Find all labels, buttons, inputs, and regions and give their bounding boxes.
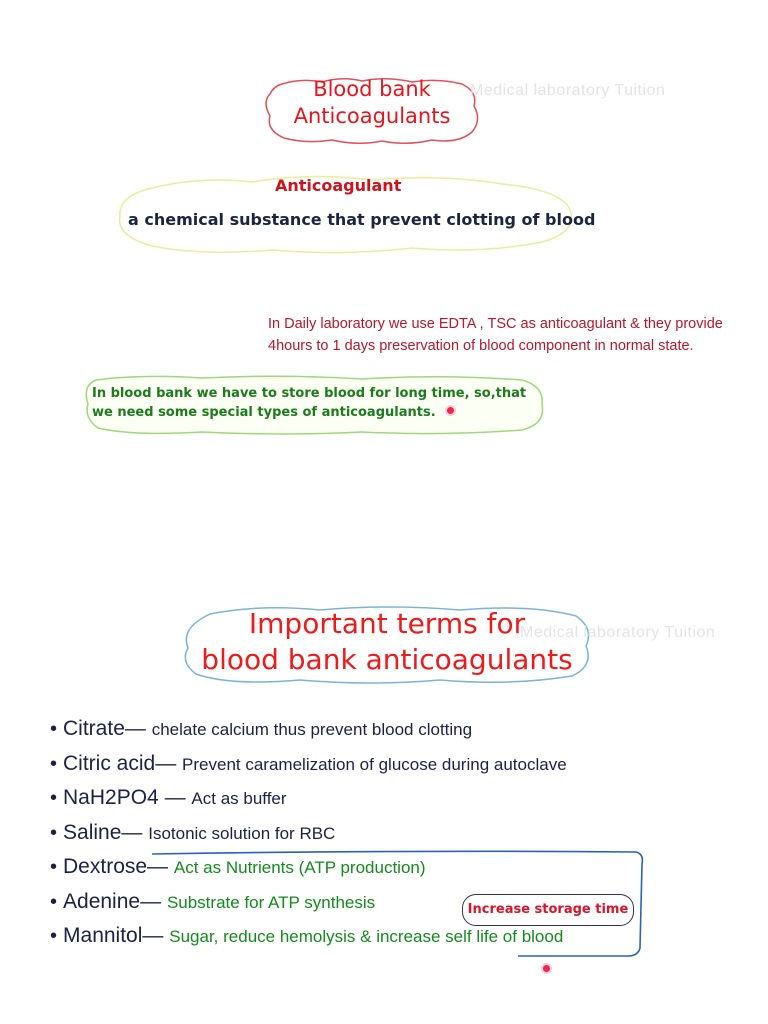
terms-title-line-2: blood bank anticoagulants bbox=[201, 643, 573, 676]
term-description: Substrate for ATP synthesis bbox=[166, 892, 376, 912]
daily-note-line-2: 4hours to 1 days preservation of blood component in normal state. bbox=[268, 338, 694, 354]
term-name: Dextrose bbox=[63, 855, 148, 878]
term-description: Isotonic solution for RBC bbox=[148, 823, 336, 843]
title-line-2: Anticoagulants bbox=[293, 104, 451, 128]
term-name: Citrate bbox=[63, 717, 125, 740]
term-description: Prevent caramelization of glucose during autoclave bbox=[182, 754, 567, 774]
terms-title-line-1: Important terms for bbox=[248, 607, 526, 640]
blood-bank-note-line-1: In blood bank we have to store blood for long time, so,that bbox=[92, 386, 527, 401]
term-name: Adenine bbox=[63, 889, 141, 913]
blood-bank-note bbox=[92, 384, 542, 422]
blood-bank-note-line-2: we need some special types of anticoagulants. bbox=[92, 405, 436, 420]
term-name: Saline bbox=[63, 820, 122, 844]
term-description: Act as buffer bbox=[191, 789, 287, 808]
list-item: • Saline— Isotonic solution for RBC bbox=[50, 820, 336, 844]
term-name: Citric acid bbox=[63, 751, 156, 775]
terms-section-title bbox=[180, 606, 594, 678]
definition-term: Anticoagulant bbox=[275, 176, 402, 195]
term-description: Sugar, reduce hemolysis & increase self life of blood bbox=[169, 927, 564, 946]
daily-lab-note bbox=[268, 313, 758, 357]
pointer-dot-bottom bbox=[543, 965, 550, 972]
title-line-1: Blood bank bbox=[313, 77, 431, 101]
list-item: • NaH2PO4 — Act as buffer bbox=[50, 786, 287, 809]
definition-text: a chemical substance that prevent clotting of blood bbox=[128, 210, 596, 229]
list-item: • Citric acid— Prevent caramelization of glucose during autoclave bbox=[50, 751, 567, 775]
list-item: • Adenine— Substrate for ATP synthesis bbox=[50, 889, 376, 913]
page-title bbox=[262, 76, 482, 130]
watermark-middle: Medical laboratory Tuition bbox=[520, 624, 716, 641]
pointer-dot bbox=[447, 407, 454, 414]
term-name: Mannitol bbox=[63, 924, 143, 947]
increase-storage-callout: Increase storage time bbox=[462, 894, 634, 926]
watermark-top: Medical laboratory Tuition bbox=[470, 82, 666, 99]
list-item: • Citrate— chelate calcium thus prevent blood clotting bbox=[50, 717, 473, 740]
list-item: • Mannitol— Sugar, reduce hemolysis & increase self life of blood bbox=[50, 924, 564, 947]
term-name: NaH2PO4 bbox=[63, 786, 159, 809]
term-description: Act as Nutrients (ATP production) bbox=[173, 858, 426, 877]
list-item: • Dextrose— Act as Nutrients (ATP production) bbox=[50, 855, 426, 878]
daily-note-line-1: In Daily laboratory we use EDTA , TSC as anticoagulant & they provide bbox=[268, 316, 723, 332]
term-description: chelate calcium thus prevent blood clotting bbox=[151, 720, 473, 739]
